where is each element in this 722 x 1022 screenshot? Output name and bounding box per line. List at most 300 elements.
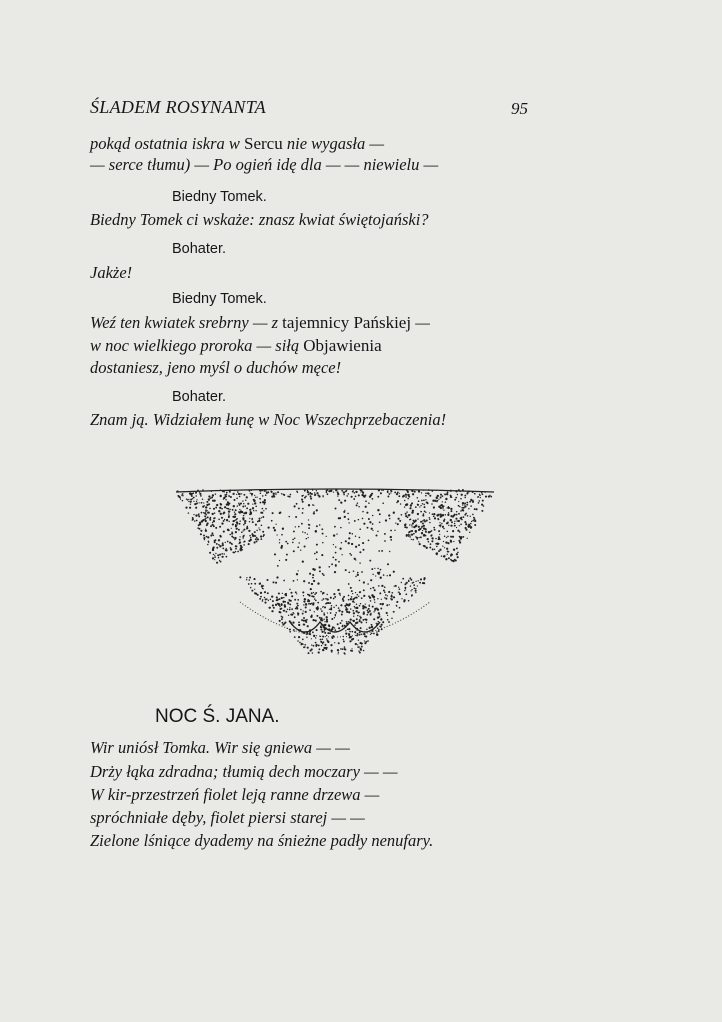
- ornament-stipple: [222, 548, 224, 550]
- ornament-stipple: [348, 599, 350, 601]
- ornament-stipple: [410, 579, 412, 581]
- ornament-stipple: [305, 599, 306, 600]
- ornament-stipple: [356, 635, 358, 637]
- ornament-stipple: [222, 513, 224, 515]
- ornament-stipple: [412, 523, 414, 525]
- ornament-stipple: [439, 534, 440, 535]
- ornament-stipple: [239, 539, 241, 541]
- ornament-stipple: [341, 490, 343, 492]
- ornament-stipple: [264, 597, 266, 599]
- ornament-stipple: [227, 541, 229, 543]
- ornament-stipple: [210, 535, 212, 537]
- ornament-stipple: [391, 592, 393, 594]
- ornament-stipple: [323, 614, 325, 616]
- ornament-stipple: [324, 624, 326, 626]
- poem-line: Wir uniósł Tomka. Wir się gniewa — —: [90, 738, 350, 757]
- ornament-stipple: [490, 496, 492, 498]
- ornament-stipple: [318, 644, 320, 646]
- ornament-stipple: [311, 648, 313, 650]
- ornament-stipple: [262, 536, 263, 537]
- ornament-stipple: [373, 633, 375, 635]
- ornament-stipple: [237, 505, 238, 506]
- ornament-stipple: [335, 615, 336, 616]
- ornament-stipple: [266, 492, 268, 494]
- ornament-stipple: [362, 605, 364, 607]
- ornament-stipple: [298, 624, 300, 626]
- ornament-stipple: [373, 596, 375, 598]
- ornament-stipple: [326, 635, 327, 636]
- ornament-stipple: [332, 626, 334, 628]
- ornament-stipple: [354, 606, 356, 608]
- ornament-stipple: [203, 502, 204, 503]
- ornament-stipple: [396, 601, 398, 603]
- ornament-stipple: [265, 494, 267, 496]
- ornament-stipple: [413, 533, 415, 535]
- ornament-stipple: [384, 591, 386, 593]
- ornament-stipple: [309, 609, 311, 611]
- ornament-stipple: [294, 599, 296, 601]
- ornament-stipple: [346, 490, 347, 491]
- ornament-stipple: [482, 493, 484, 495]
- ornament-stipple: [283, 597, 284, 598]
- ornament-stipple: [348, 518, 350, 520]
- ornament-stipple: [303, 604, 305, 606]
- ornament-stipple: [347, 629, 349, 631]
- ornament-stipple: [442, 546, 443, 547]
- ornament-stipple: [399, 493, 400, 494]
- ornament-stipple: [309, 573, 311, 575]
- ornament-stipple: [365, 603, 366, 604]
- ornament-stipple: [386, 604, 388, 606]
- ornament-stipple: [251, 495, 252, 496]
- ornament-stipple: [296, 573, 298, 575]
- ornament-stipple: [406, 503, 408, 505]
- ornament-stipple: [450, 510, 452, 512]
- ornament-stipple: [225, 550, 226, 551]
- ornament-stipple: [259, 498, 261, 500]
- ornament-stipple: [374, 608, 376, 610]
- ornament-stipple: [307, 491, 309, 493]
- ornament-stipple: [378, 585, 380, 587]
- ornament-stipple: [334, 642, 335, 643]
- ornament-stipple: [338, 494, 339, 495]
- ornament-stipple: [443, 541, 444, 542]
- ornament-stipple: [296, 607, 298, 609]
- ornament-stipple: [458, 505, 460, 507]
- ornament-stipple: [380, 492, 382, 494]
- ornament-stipple: [282, 593, 283, 594]
- ornament-stipple: [319, 566, 321, 568]
- ornament-stipple: [303, 617, 305, 619]
- ornament-stipple: [223, 531, 225, 533]
- ornament-stipple: [343, 491, 345, 493]
- ornament-stipple: [284, 594, 286, 596]
- ornament-stipple: [380, 603, 382, 605]
- ornament-stipple: [368, 604, 369, 605]
- ornament-stipple: [323, 606, 324, 607]
- ornament-stipple: [415, 588, 416, 589]
- ornament-stipple: [372, 523, 374, 525]
- ornament-stipple: [230, 496, 232, 498]
- ornament-stipple: [409, 524, 410, 525]
- ornament-stipple: [360, 591, 361, 592]
- ornament-stipple: [350, 608, 352, 610]
- ornament-stipple: [241, 511, 243, 513]
- ornament-stipple: [399, 593, 401, 595]
- ornament-stipple: [364, 642, 366, 644]
- ornament-stipple: [421, 492, 422, 493]
- ornament-stipple: [303, 495, 304, 496]
- ornament-stipple: [271, 610, 273, 612]
- ornament-stipple: [405, 593, 407, 595]
- ornament-stipple: [318, 651, 320, 653]
- ornament-stipple: [334, 627, 335, 628]
- ornament-stipple: [431, 540, 433, 542]
- ornament-stipple: [474, 493, 476, 495]
- ornament-stipple: [199, 493, 201, 495]
- ornament-stipple: [213, 554, 214, 555]
- ornament-stipple: [317, 582, 319, 584]
- ornament-stipple: [389, 551, 390, 552]
- ornament-stipple: [360, 491, 361, 492]
- ornament-stipple: [390, 598, 391, 599]
- ornament-stipple: [406, 582, 408, 584]
- ornament-stipple: [371, 528, 373, 530]
- ornament-stipple: [429, 495, 431, 497]
- ornament-stipple: [235, 509, 237, 511]
- ornament-stipple: [411, 502, 413, 504]
- ornament-stipple: [366, 512, 368, 514]
- ornament-stipple: [336, 533, 337, 534]
- ornament-stipple: [262, 599, 263, 600]
- ornament-stipple: [436, 546, 438, 548]
- ornament-stipple: [355, 610, 357, 612]
- ornament-stipple: [206, 501, 208, 503]
- ornament-stipple: [402, 496, 404, 498]
- ornament-stipple: [282, 622, 284, 624]
- text-segment: Biedny Tomek.: [172, 189, 267, 205]
- ornament-stipple: [214, 541, 216, 543]
- ornament-stipple: [474, 520, 476, 522]
- ornament-stipple: [410, 585, 411, 586]
- ornament-stipple: [448, 512, 449, 513]
- ornament-stipple: [278, 592, 280, 594]
- ornament-stipple: [365, 607, 367, 609]
- ornament-stipple: [315, 600, 317, 602]
- ornament-stipple: [472, 501, 474, 503]
- ornament-stipple: [242, 530, 243, 531]
- ornament-stipple: [319, 524, 321, 526]
- ornament-stipple: [200, 495, 202, 497]
- ornament-stipple: [215, 553, 216, 554]
- ornament-stipple: [231, 543, 233, 545]
- ornament-stipple: [369, 627, 371, 629]
- ornament-stipple: [341, 542, 342, 543]
- ornament-stipple: [377, 568, 378, 569]
- ornament-stipple: [255, 497, 256, 498]
- ornament-stipple: [331, 618, 333, 620]
- ornament-stipple: [414, 587, 416, 589]
- ornament-stipple: [226, 508, 227, 509]
- ornament-stipple: [271, 495, 273, 497]
- ornament-stipple: [204, 515, 206, 517]
- ornament-stipple: [226, 519, 228, 521]
- ornament-stipple: [282, 528, 284, 530]
- ornament-stipple: [181, 495, 182, 496]
- ornament-stipple: [325, 603, 327, 605]
- ornament-stipple: [454, 523, 456, 525]
- ornament-stipple: [387, 575, 388, 576]
- ornament-stipple: [293, 613, 294, 614]
- ornament-stipple: [359, 605, 361, 607]
- ornament-stipple: [372, 498, 374, 500]
- ornament-stipple: [376, 631, 378, 633]
- ornament-stipple: [320, 591, 322, 593]
- ornament-stipple: [333, 607, 335, 609]
- ornament-stipple: [297, 492, 298, 493]
- ornament-stipple: [287, 543, 289, 545]
- ornament-stipple: [391, 594, 392, 595]
- ornament-stipple: [470, 526, 472, 528]
- text-segment: pokąd ostatnia iskra w: [90, 134, 245, 153]
- ornament-stipple: [335, 564, 337, 566]
- text-segment: Jakże!: [90, 263, 133, 282]
- ornament-stipple: [379, 614, 381, 616]
- ornament-stipple: [368, 502, 370, 504]
- ornament-stipple: [247, 503, 249, 505]
- ornament-stipple: [265, 508, 267, 510]
- ornament-stipple: [264, 503, 265, 504]
- ornament-stipple: [418, 500, 420, 502]
- ornament-stipple: [196, 503, 198, 505]
- ornament-stipple: [212, 494, 214, 496]
- ornament-stipple: [310, 650, 311, 651]
- ornament-stipple: [340, 595, 341, 596]
- text-segment: Biedny Tomek.: [172, 291, 267, 307]
- ornament-stipple: [231, 528, 232, 529]
- ornament-stipple: [420, 511, 422, 513]
- ornament-stipple: [352, 638, 354, 640]
- ornament-stipple: [423, 513, 424, 514]
- ornament-stipple: [326, 490, 328, 492]
- ornament-stipple: [338, 610, 340, 612]
- ornament-stipple: [401, 514, 403, 516]
- ornament-stipple: [289, 603, 291, 605]
- ornament-stipple: [193, 514, 194, 515]
- ornament-stipple: [320, 629, 322, 631]
- ornament-stipple: [264, 499, 266, 501]
- ornament-stipple: [307, 533, 308, 534]
- ornament-stipple: [357, 594, 358, 595]
- ornament-stipple: [393, 512, 395, 514]
- ornament-stipple: [298, 507, 300, 509]
- ornament-stipple: [221, 556, 223, 558]
- ornament-stipple: [329, 632, 331, 634]
- ornament-stipple: [366, 614, 368, 616]
- ornament-stipple: [293, 580, 295, 582]
- ornament-stipple: [301, 644, 303, 646]
- ornament-stipple: [311, 603, 312, 604]
- ornament-stipple: [199, 528, 201, 530]
- ornament-stipple: [373, 611, 374, 612]
- ornament-stipple: [371, 632, 373, 634]
- ornament-stipple: [378, 550, 380, 552]
- ornament-stipple: [408, 534, 409, 535]
- ornament-stipple: [308, 652, 310, 654]
- ornament-stipple: [442, 508, 443, 509]
- ornament-stipple: [327, 641, 329, 643]
- ornament-stipple: [335, 546, 337, 548]
- ornament-stipple: [414, 491, 416, 493]
- ornament-stipple: [380, 608, 382, 610]
- ornament-stipple: [301, 619, 303, 621]
- ornament-stipple: [471, 521, 472, 522]
- ornament-stipple: [352, 593, 353, 594]
- ornament-stipple: [464, 504, 465, 505]
- ornament-stipple: [281, 603, 283, 605]
- ornament-stipple: [380, 569, 382, 571]
- text-segment: dostaniesz, jeno myśl o duchów męce!: [90, 358, 342, 377]
- ornament-stipple: [268, 600, 269, 601]
- ornament-stipple: [385, 519, 387, 521]
- ornament-stipple: [351, 596, 353, 598]
- ornament-stipple: [397, 500, 399, 502]
- ornament-stipple: [290, 600, 292, 602]
- ornament-stipple: [466, 504, 468, 506]
- ornament-stipple: [431, 537, 433, 539]
- ornament-stipple: [408, 600, 410, 602]
- ornament-stipple: [448, 557, 450, 559]
- ornament-stipple: [439, 550, 441, 552]
- ornament-stipple: [311, 595, 313, 597]
- ornament-stipple: [446, 537, 447, 538]
- ornament-stipple: [243, 529, 245, 531]
- ornament-stipple: [269, 607, 271, 609]
- ornament-stipple: [326, 594, 327, 595]
- ornament-stipple: [254, 499, 256, 501]
- ornament-vignette: [170, 482, 500, 662]
- ornament-stipple: [208, 511, 210, 513]
- ornament-stipple: [272, 512, 274, 514]
- ornament-stipple: [217, 554, 219, 556]
- ornament-stipple: [279, 512, 281, 514]
- ornament-stipple: [249, 518, 250, 519]
- ornament-stipple: [302, 591, 304, 593]
- ornament-stipple: [297, 546, 299, 548]
- ornament-stipple: [443, 520, 445, 522]
- ornament-stipple: [215, 507, 217, 509]
- ornament-stipple: [340, 501, 342, 503]
- ornament-stipple: [229, 509, 231, 511]
- ornament-stipple: [450, 536, 452, 538]
- ornament-stipple: [223, 498, 224, 499]
- ornament-stipple: [244, 520, 246, 522]
- ornament-stipple: [436, 497, 438, 499]
- ornament-stipple: [314, 553, 316, 555]
- ornament-stipple: [411, 525, 412, 526]
- ornament-stipple: [261, 508, 263, 510]
- ornament-stipple: [384, 533, 386, 535]
- ornament-stipple: [239, 576, 241, 578]
- ornament-stipple: [359, 528, 361, 530]
- ornament-stipple: [251, 518, 253, 520]
- ornament-stipple: [426, 502, 428, 504]
- ornament-stipple: [312, 631, 314, 633]
- ornament-stipple: [379, 521, 381, 523]
- ornament-stipple: [367, 610, 369, 612]
- ornament-stipple: [413, 521, 415, 523]
- ornament-stipple: [226, 494, 228, 496]
- ornament-stipple: [359, 612, 360, 613]
- text-segment: —: [411, 313, 430, 332]
- ornament-stipple: [350, 587, 352, 589]
- ornament-stipple: [451, 553, 452, 554]
- ornament-stipple: [202, 519, 204, 521]
- ornament-stipple: [201, 512, 203, 514]
- ornament-stipple: [367, 640, 369, 642]
- ornament-stipple: [274, 553, 276, 555]
- ornament-stipple: [348, 537, 350, 539]
- ornament-stipple: [267, 592, 269, 594]
- ornament-stipple: [259, 518, 261, 520]
- ornament-stipple: [359, 652, 361, 654]
- ornament-stipple: [337, 495, 338, 496]
- ornament-stipple: [327, 632, 329, 634]
- ornament-stipple: [356, 607, 358, 609]
- ornament-stipple: [239, 504, 241, 506]
- ornament-stipple: [283, 601, 284, 602]
- ornament-stipple: [220, 561, 222, 563]
- ornament-stipple: [438, 530, 440, 532]
- ornament-stipple: [357, 572, 359, 574]
- ornament-stipple: [303, 580, 305, 582]
- ornament-stipple: [180, 499, 181, 500]
- ornament-stipple: [209, 552, 211, 554]
- ornament-stipple: [433, 527, 435, 529]
- ornament-stipple: [441, 504, 443, 506]
- ornament-stipple: [481, 492, 483, 494]
- ornament-stipple: [251, 493, 253, 495]
- ornament-stipple: [224, 519, 225, 520]
- ornament-stipple: [334, 617, 335, 618]
- ornament-stipple: [270, 599, 271, 600]
- text-segment: w noc wielkiego proroka — siłą: [90, 336, 304, 355]
- ornament-stipple: [355, 592, 356, 593]
- ornament-stipple: [311, 592, 313, 594]
- ornament-stipple: [228, 513, 229, 514]
- ornament-stipple: [306, 538, 308, 540]
- ornament-stipple: [371, 594, 373, 596]
- ornament-stipple: [432, 500, 434, 502]
- ornament-stipple: [362, 643, 363, 644]
- ornament-stipple: [253, 578, 255, 580]
- ornament-stipple: [339, 593, 341, 595]
- ornament-stipple: [216, 504, 218, 506]
- ornament-stipple: [371, 493, 373, 495]
- ornament-stipple: [338, 642, 340, 644]
- ornament-stipple: [360, 627, 362, 629]
- ornament-stipple: [422, 530, 423, 531]
- ornament-stipple: [239, 549, 240, 550]
- ornament-stipple: [276, 576, 278, 578]
- ornament-stipple: [355, 643, 357, 645]
- ornament-stipple: [256, 537, 258, 539]
- ornament-stipple: [380, 577, 382, 579]
- ornament-stipple: [196, 520, 198, 522]
- ornament-stipple: [410, 590, 411, 591]
- ornament-stipple: [254, 589, 255, 590]
- ornament-stipple: [362, 542, 364, 544]
